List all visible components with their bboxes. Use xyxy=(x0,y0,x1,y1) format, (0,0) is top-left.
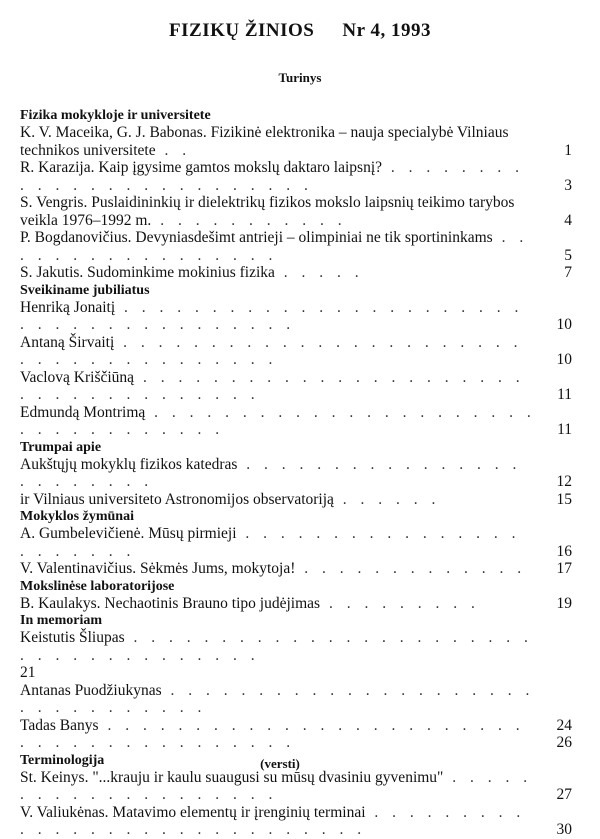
toc-entry: Aukštųjų mokyklų fizikos katedras . . . . . . . . . . . . . . . . . . . . . . . . 12 xyxy=(20,455,572,490)
entry-page: 10 xyxy=(556,316,572,333)
entry-page: 11 xyxy=(557,421,572,438)
toc-entry: B. Kaulakys. Nechaotinis Brauno tipo judėjimas . . . . . . . . . 19 xyxy=(20,594,572,612)
section-title: Mokyklos žymūnai xyxy=(20,509,134,524)
entry-text: Antaną Širvaitį xyxy=(20,333,115,351)
toc-entry: Tadas Banys . . . . . . . . . . . . . . . . . . . . . . . . . . . . . . . . . . . . . . . . 24 26 xyxy=(20,716,572,751)
journal-title: FIZIKŲ ŽINIOS xyxy=(169,20,315,41)
section-title: Trumpai apie xyxy=(20,439,102,455)
issue-number: Nr 4, 1993 xyxy=(342,20,431,41)
entry-page: 19 xyxy=(556,594,572,612)
entry-text: S. Jakutis. Sudominkime mokinius fizika xyxy=(20,264,275,281)
entry-page: 3 xyxy=(564,176,572,194)
entry-page: 24 xyxy=(556,716,572,734)
entry-text: R. Karazija. Kaip įgysime gamtos mokslų daktaro laipsnį? xyxy=(20,159,383,176)
entry-text: B. Kaulakys. Nechaotinis Brauno tipo judėjimas xyxy=(20,594,321,612)
toc-entry: Keistutis Šliupas . . . . . . . . . . . . . . . . . . . . . . . . . . . . . . . . . . . . . xyxy=(20,629,533,664)
entry-page: 17 xyxy=(556,560,572,577)
toc-entry: A. Gumbelevičienė. Mūsų pirmieji . . . . . . . . . . . . . . . . . . . . . . . 16 xyxy=(20,525,572,560)
entry-page: 30 xyxy=(556,821,572,838)
table-of-contents xyxy=(20,107,572,839)
toc-entry: S. Vengris. Puslaidininkių ir dielektrikų fizikos mokslo laipsnių teikimo tarybos veikla 1976–1992 m. . . . . . . . . . . . 4 xyxy=(20,194,572,229)
toc-entry: Vaclovą Kriščiūną . . . . . . . . . . . . . . . . . . . . . . . . . . . . . . . . . . . . 11 xyxy=(20,368,572,403)
entry-text: S. Vengris. Puslaidininkių ir dielektrikų fizikos mokslo laipsnių teikimo tarybos veikla 1976–1992 m. xyxy=(20,194,515,229)
toc-entry: P. Bogdanovičius. Devyniasdešimt antrieji – olimpiniai ne tik sportininkams . . . . . . . . . . . . . . . . . 5 xyxy=(20,229,572,264)
entry-page: 4 xyxy=(564,211,572,229)
toc-entry: S. Jakutis. Sudominkime mokinius fizika . . . . . 7 xyxy=(20,264,572,281)
entry-page: 27 xyxy=(556,786,572,803)
toc-entry: Henriką Jonaitį . . . . . . . . . . . . . . . . . . . . . . . . . . . . . . . . . . . . . . . 10 xyxy=(20,298,572,333)
entry-text: P. Bogdanovičius. Devyniasdešimt antrieji – olimpiniai ne tik sportininkams xyxy=(20,229,493,246)
toc-entry: ir Vilniaus universiteto Astronomijos observatoriją . . . . . . 15 xyxy=(20,490,572,508)
entry-text: V. Valentinavičius. Sėkmės Jums, mokytoja! xyxy=(20,560,296,577)
entry-page: 16 xyxy=(556,542,572,560)
entry-text: Aukštųjų mokyklų fizikos katedras xyxy=(20,455,238,473)
toc-entry: Antanas Puodžiukynas . . . . . . . . . . . . . . . . . . . . . . . . . . . . . . . . xyxy=(20,681,535,716)
entry-text: V. Valiukėnas. Matavimo elementų ir įrenginių terminai xyxy=(20,803,366,821)
toc-entry: Edmundą Montrimą . . . . . . . . . . . . . . . . . . . . . . . . . . . . . . . . . . 11 xyxy=(20,403,572,438)
entry-page: 11 xyxy=(557,386,572,403)
footer-note: (versti) xyxy=(260,756,300,771)
entry-text: St. Keinys. "...krauju ir kaulu suaugusi su mūsų dvasiniu gyvenimu" xyxy=(20,768,444,786)
journal-header xyxy=(0,20,600,42)
section-title: Mokslinėse laboratorijose xyxy=(20,578,175,594)
entry-text: Keistutis Šliupas xyxy=(20,629,125,646)
entry-page: 12 xyxy=(556,473,572,490)
entry-page: 15 xyxy=(556,490,572,508)
entry-page: 1 xyxy=(564,141,572,159)
section-title: Terminologija xyxy=(20,752,105,768)
toc-entry: Antaną Širvaitį . . . . . . . . . . . . . . . . . . . . . . . . . . . . . . . . . . . . . . 10 xyxy=(20,333,572,368)
toc-entry: V. Valiukėnas. Matavimo elementų ir įrenginių terminai . . . . . . . . . . . . . . . . . . . . . . . . . . . . . 30 xyxy=(20,803,572,838)
entry-text: Tadas Banys xyxy=(20,716,99,734)
entry-text: Edmundą Montrimą xyxy=(20,403,146,421)
entry-text: Henriką Jonaitį xyxy=(20,298,116,316)
toc-entry: V. Valentinavičius. Sėkmės Jums, mokytoja! . . . . . . . . . . . . . 17 xyxy=(20,560,572,577)
section-title: Sveikiname jubiliatus xyxy=(20,282,150,298)
contents-title: Turinys xyxy=(278,70,322,85)
toc-entry: St. Keinys. "...krauju ir kaulu suaugusi su mūsų dvasiniu gyvenimu" . . . . . . . . . . . . . . . . . . . . 27 xyxy=(20,768,572,803)
entry-text: Antanas Puodžiukynas xyxy=(20,681,162,699)
toc-entry: R. Karazija. Kaip įgysime gamtos mokslų daktaro laipsnį? . . . . . . . . . . . . . . . . . . . . . . . . . 3 xyxy=(20,159,572,194)
entry-text: ir Vilniaus universiteto Astronomijos observatoriją xyxy=(20,490,334,508)
section-title: In memoriam xyxy=(20,613,103,628)
entry-text: K. V. Maceika, G. J. Babonas. Fizikinė elektronika – nauja specialybė Vilniaus technikos universitete xyxy=(20,124,509,159)
entry-text: A. Gumbelevičienė. Mūsų pirmieji xyxy=(20,525,237,542)
entry-page: 26 xyxy=(556,734,572,751)
entry-page: 10 xyxy=(556,351,572,368)
toc-entry xyxy=(20,664,572,682)
entry-page: 5 xyxy=(564,246,572,264)
entry-page: 21 xyxy=(20,664,36,681)
toc-entry: K. V. Maceika, G. J. Babonas. Fizikinė elektronika – nauja specialybė Vilniaus technikos universitete . . 1 xyxy=(20,124,572,159)
entry-page: 7 xyxy=(564,264,572,281)
entry-text: Vaclovą Kriščiūną xyxy=(20,368,135,386)
section-title: Fizika mokykloje ir universitete xyxy=(20,108,211,123)
